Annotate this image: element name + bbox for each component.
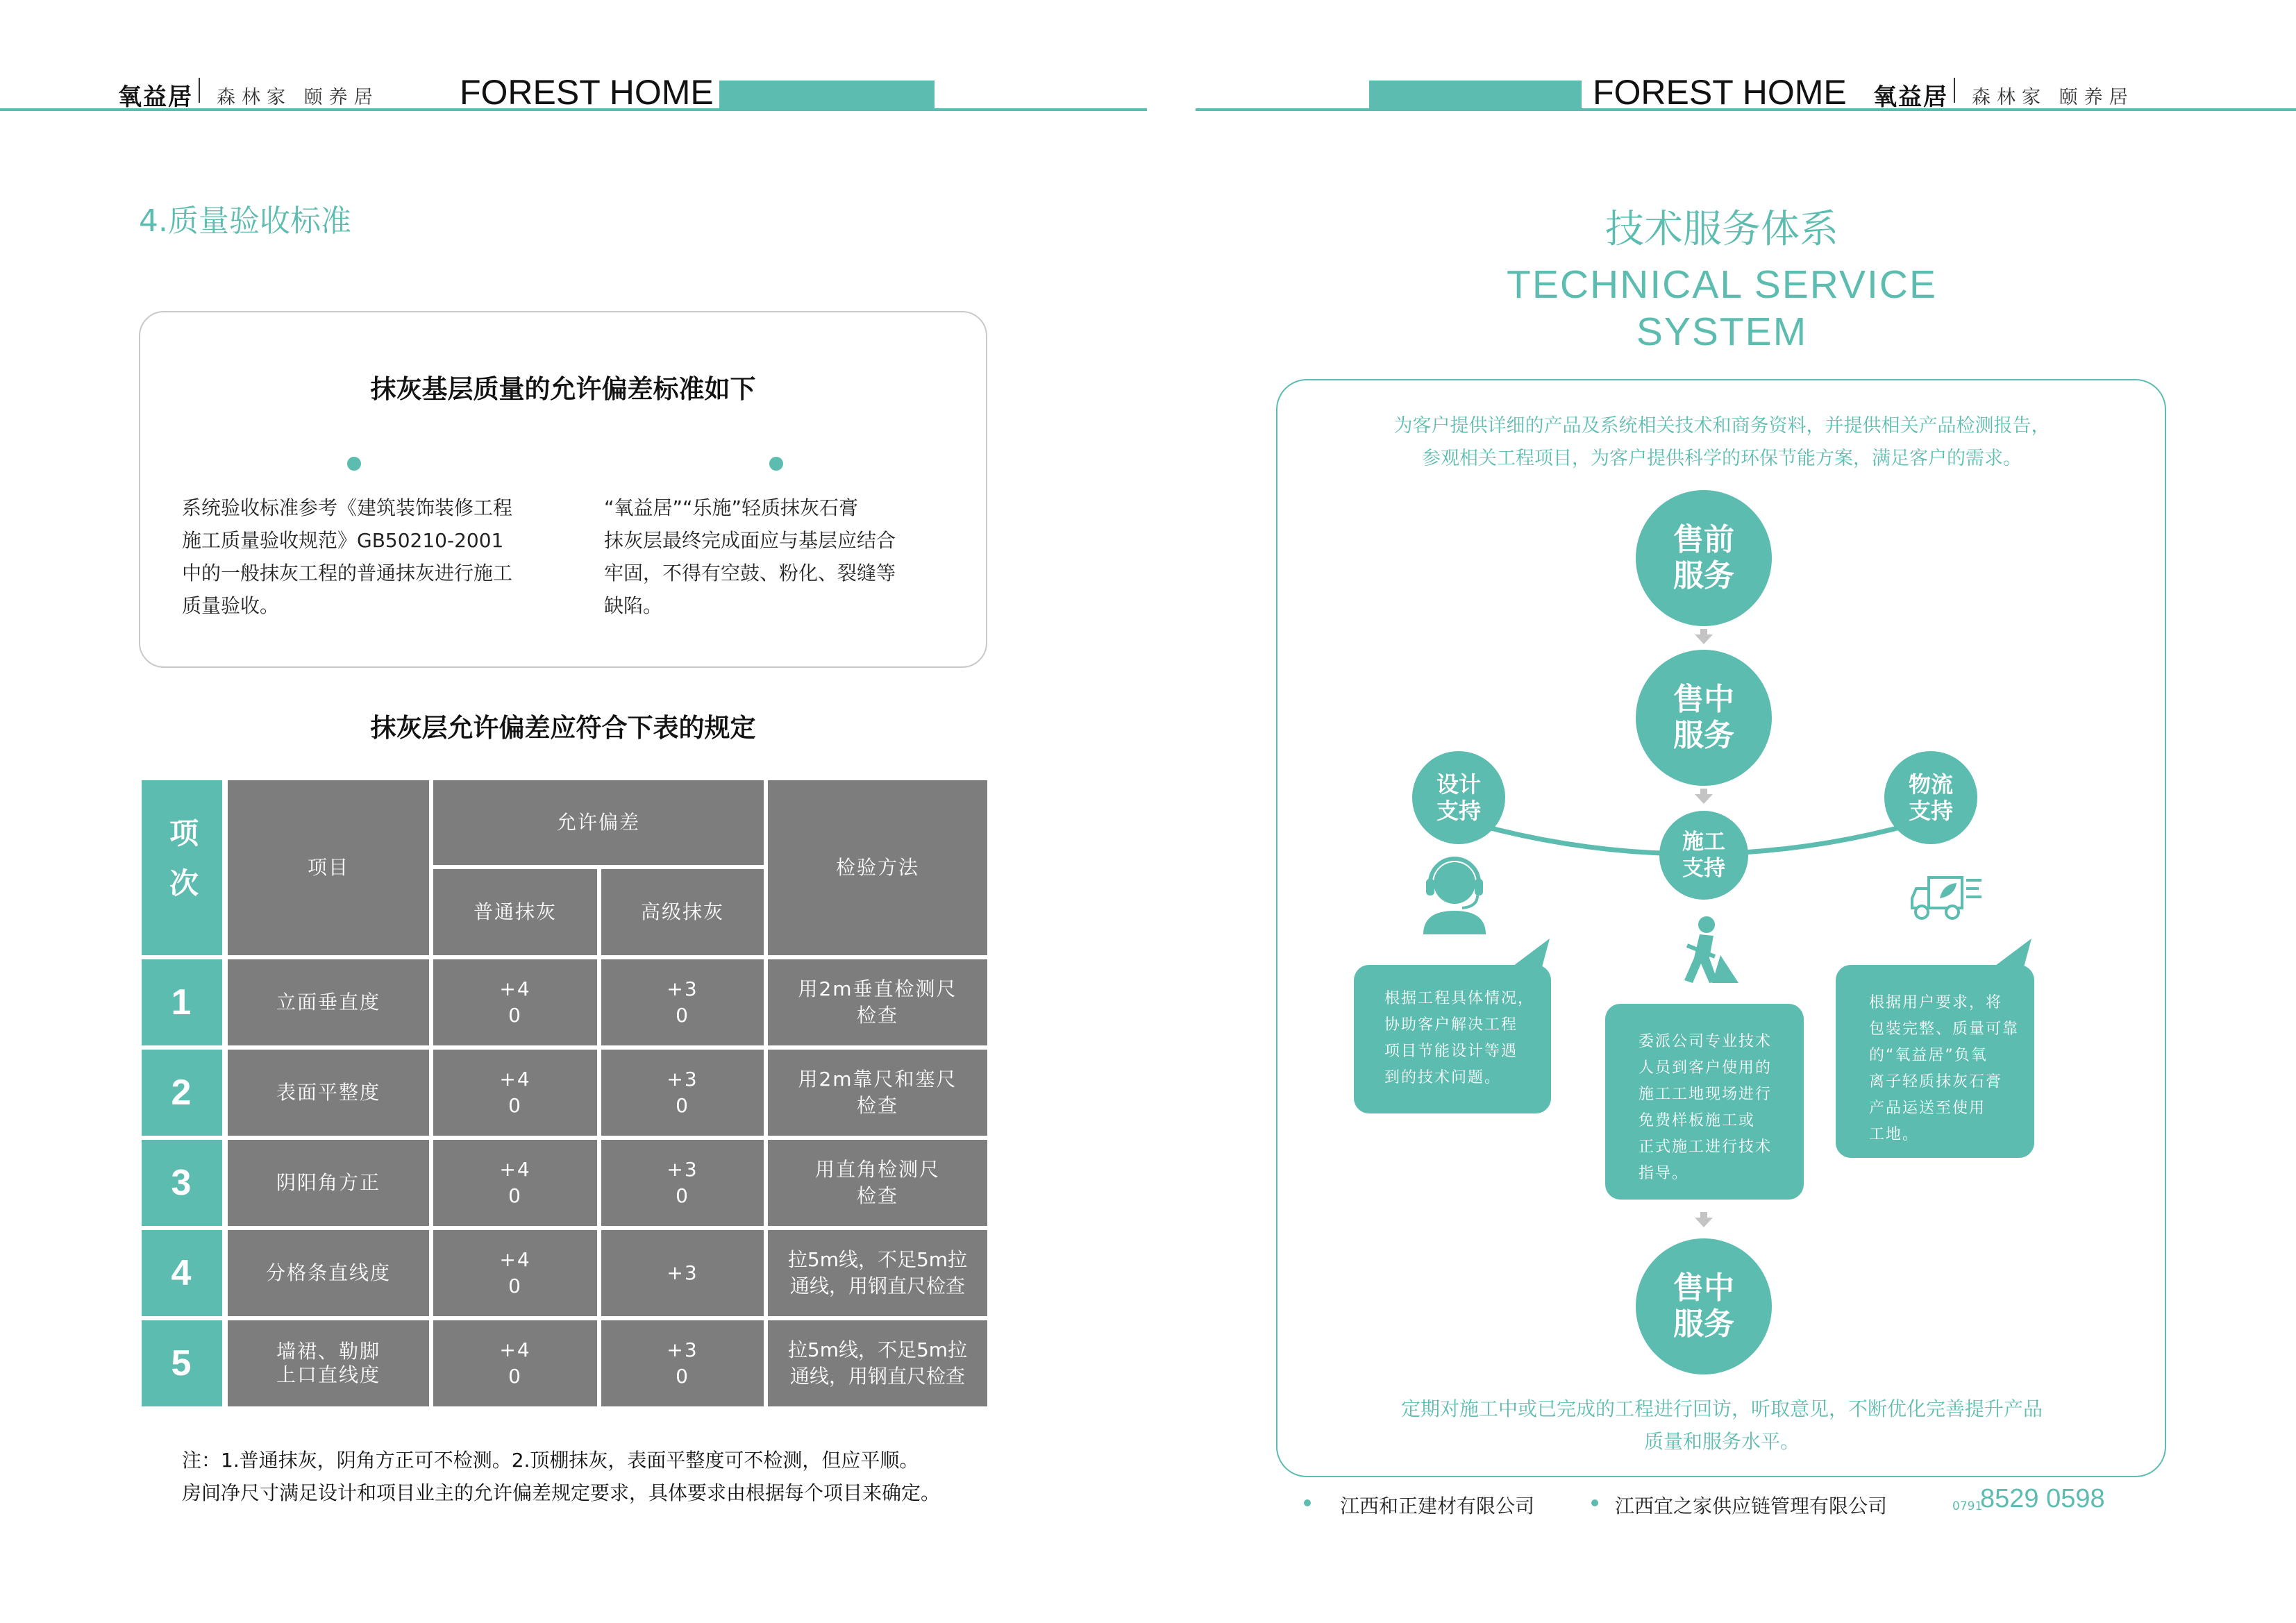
brand-name-cn: 氧益居 (118, 83, 193, 111)
table-row-method: 拉5m线，不足5m拉 通线，用钢直尺检查 (768, 1320, 987, 1406)
table-row-item: 表面平整度 (228, 1050, 429, 1136)
service-title-cn: 技术服务体系 (1605, 207, 1838, 252)
table-note: 注：1.普通抹灰，阴角方正可不检测。2.顶棚抹灰，表面平整度可不检测，但应平顺。 房间净尺寸满足设计和项目业主的允许偏差规定要求，具体要求由根据每个项目来确定。 (182, 1449, 941, 1504)
table-row-item: 立面垂直度 (228, 959, 429, 1045)
flow-arrow-down-icon (1695, 634, 1713, 644)
table-row-normal: +4 0 (433, 1050, 597, 1136)
service-intro: 为客户提供详细的产品及系统相关技术和商务资料，并提供相关产品检测报告， 参观相关工程项目，为客户提供科学的环保节能方案，满足客户的需求。 (1393, 415, 2050, 469)
brand-name-en: FOREST HOME (460, 73, 714, 112)
table-row-index: 4 (142, 1230, 222, 1316)
brand-name-cn: 氧益居 (1873, 83, 1948, 111)
aftersale-service-node: 售中 服务 (1636, 1238, 1772, 1374)
table-header-normal: 普通抹灰 (433, 869, 597, 955)
footer-bullet (1591, 1499, 1598, 1506)
service-title-en: TECHNICAL SERVICE SYSTEM (1507, 262, 1937, 354)
table-header-item: 项目 (228, 780, 429, 955)
delivery-truck-icon (1909, 865, 1986, 927)
construction-support-bubble: 委派公司专业技术 人员到客户使用的 施工工地现场进行 免费样板施工或 正式施工进行技术 指导。 (1605, 1004, 1804, 1200)
header-accent-bar (1369, 81, 1582, 110)
footer-company-1: 江西和正建材有限公司 (1340, 1495, 1535, 1517)
service-followup-text: 定期对施工中或已完成的工程进行回访，听取意见，不断优化完善提升产品 质量和服务水平。 (1400, 1397, 2043, 1453)
table-header-method: 检验方法 (768, 780, 987, 955)
table-row-method: 用直角检测尺 检查 (768, 1140, 987, 1226)
standard-card-title: 抹灰基层质量的允许偏差标准如下 (370, 374, 756, 404)
section-title: 4.质量验收标准 (139, 203, 351, 239)
table-row-high: +3 0 (601, 1140, 764, 1226)
brand-subtitle: 森林家 颐养居 (1972, 87, 2134, 108)
brand-separator (1954, 78, 1955, 103)
table-row-high: +3 0 (601, 959, 764, 1045)
brand-separator (199, 78, 200, 103)
table-row-index: 2 (142, 1050, 222, 1136)
footer-phone: 8529 0598 (1980, 1484, 2105, 1513)
bubble-tail (1494, 939, 1550, 980)
worker-shovel-icon (1666, 915, 1743, 991)
presale-service-node: 售前 服务 (1636, 490, 1772, 626)
logistics-support-bubble: 根据用户要求，将 包装完整、质量可靠 的“氧益居”负氧 离子轻质抹灰石膏 产品运送至使用 工地。 (1836, 965, 2034, 1158)
construction-support-node: 施工 支持 (1659, 811, 1748, 900)
design-support-node: 设计 支持 (1412, 751, 1505, 844)
header-accent-bar (719, 81, 935, 110)
table-row-method: 拉5m线，不足5m拉 通线，用钢直尺检查 (768, 1230, 987, 1316)
footer-area-code: 0791 (1952, 1499, 1983, 1513)
table-title: 抹灰层允许偏差应符合下表的规定 (370, 713, 756, 743)
table-row-index: 5 (142, 1320, 222, 1406)
table-header-high: 高级抹灰 (601, 869, 764, 955)
flow-arrow-down-icon (1695, 794, 1713, 804)
table-row-high: +3 0 (601, 1050, 764, 1136)
table-row-high: +3 0 (601, 1320, 764, 1406)
standard-requirement-text: “氧益居”“乐施”轻质抹灰石膏 抹灰层最终完成面应与基层应结合 牢固，不得有空鼓、粉化、裂缝等 缺陷。 (604, 496, 896, 617)
brand-name-en: FOREST HOME (1593, 73, 1847, 112)
bubble-tail (1976, 939, 2031, 980)
insale-service-node: 售中 服务 (1636, 650, 1772, 786)
table-row-method: 用2m靠尺和塞尺 检查 (768, 1050, 987, 1136)
table-row-index: 3 (142, 1140, 222, 1226)
table-row-normal: +4 0 (433, 959, 597, 1045)
table-row-item: 墙裙、勒脚 上口直线度 (228, 1320, 429, 1406)
table-row-high: +3 (601, 1230, 764, 1316)
standard-reference-text: 系统验收标准参考《建筑装饰装修工程 施工质量验收规范》GB50210-2001 中的一般抹灰工程的普通抹灰进行施工 质量验收。 (182, 496, 513, 617)
table-row-normal: +4 0 (433, 1140, 597, 1226)
bullet-dot (769, 457, 783, 471)
design-support-bubble: 根据工程具体情况， 协助客户解决工程 项目节能设计等遇 到的技术问题。 (1354, 965, 1551, 1113)
flow-arrow-down-icon (1695, 1218, 1713, 1227)
table-row-normal: +4 0 (433, 1230, 597, 1316)
table-row-normal: +4 0 (433, 1320, 597, 1406)
footer-bullet (1304, 1499, 1311, 1506)
table-row-method: 用2m垂直检测尺 检查 (768, 959, 987, 1045)
brand-subtitle: 森林家 颐养居 (217, 87, 379, 108)
headset-person-icon (1416, 852, 1493, 936)
table-row-item: 阴阳角方正 (228, 1140, 429, 1226)
table-header-index: 项次 (142, 780, 222, 955)
table-header-tolerance: 允许偏差 (433, 780, 764, 865)
bullet-dot (347, 457, 361, 471)
table-row-item: 分格条直线度 (228, 1230, 429, 1316)
table-row-index: 1 (142, 959, 222, 1045)
footer-company-2: 江西宜之家供应链管理有限公司 (1615, 1495, 1888, 1517)
logistics-support-node: 物流 支持 (1884, 751, 1977, 844)
standard-card (139, 311, 987, 668)
